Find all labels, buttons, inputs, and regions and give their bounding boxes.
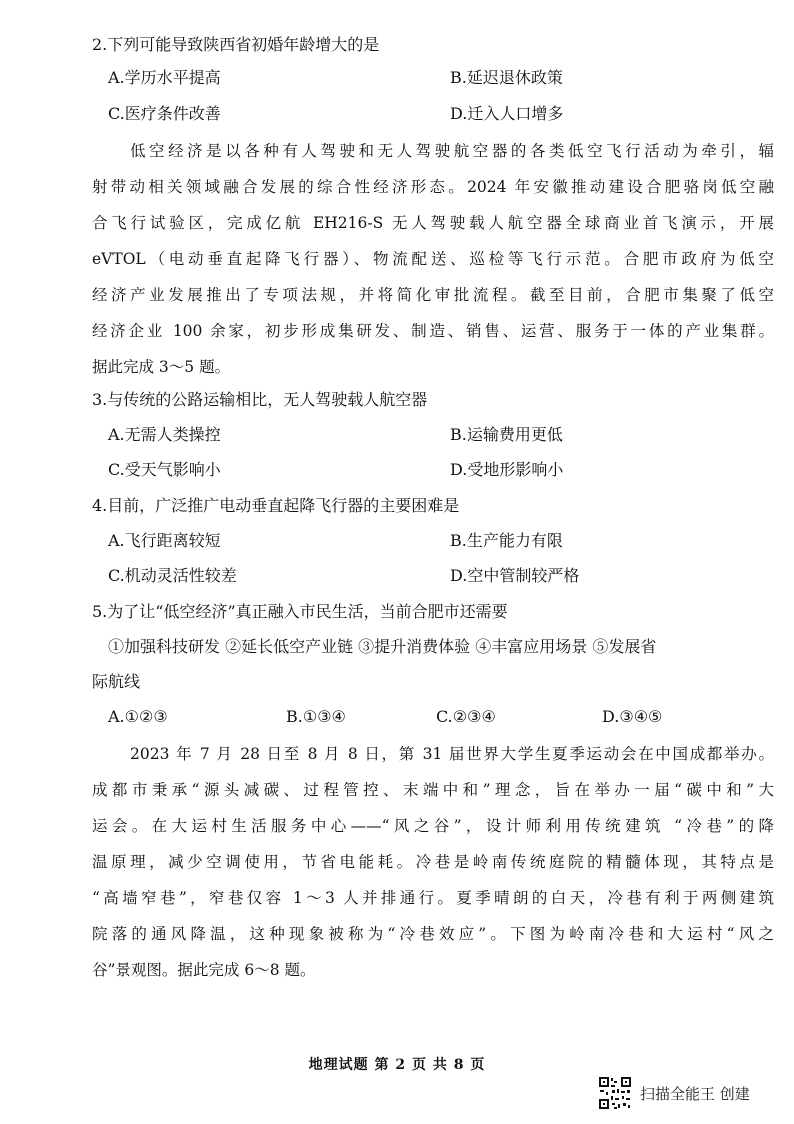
q3-option-b: B.运输费用更低: [450, 425, 563, 444]
q5-items-cont: 际航线: [92, 672, 141, 691]
q5-option-c: C.②③④: [436, 707, 496, 726]
passage2-line: 2023 年 7 月 28 日至 8 月 8 日，第 31 届世界大学生夏季运动会在中国成都举办。: [130, 745, 774, 763]
passage1-line: 经济产业发展推出了专项法规，并将简化审批流程。截至目前，合肥市集聚了低空: [92, 286, 774, 304]
passage2-line: 谷”景观图。据此完成 6～8 题。: [92, 961, 316, 979]
passage1-line: eVTOL（电动垂直起降飞行器）、物流配送、巡检等飞行示范。合肥市政府为低空: [92, 250, 774, 268]
scanner-watermark: [598, 1076, 750, 1110]
watermark-text: 扫描全能王 创建: [640, 1084, 750, 1103]
q2-option-c: C.医疗条件改善: [108, 104, 221, 123]
passage1-line: 射带动相关领域融合发展的综合性经济形态。2024 年安徽推动建设合肥骆岗低空融: [92, 178, 774, 196]
q3-option-a: A.无需人类操控: [108, 425, 221, 444]
passage2-line: 院落的通风降温，这种现象被称为“冷巷效应”。下图为岭南冷巷和大运村“风之: [92, 925, 774, 943]
q5-stem: 5.为了让“低空经济”真正融入市民生活，当前合肥市还需要: [92, 602, 508, 621]
q3-option-d: D.受地形影响小: [450, 460, 564, 479]
q5-option-b: B.①③④: [286, 707, 346, 726]
qr-code-icon: [598, 1076, 632, 1110]
q2-option-a: A.学历水平提高: [108, 68, 221, 87]
page-footer: 地理试题 第 2 页 共 8 页: [308, 1057, 486, 1073]
passage1-line: 低空经济是以各种有人驾驶和无人驾驶航空器的各类低空飞行活动为牵引，辐: [130, 142, 774, 160]
passage1-line: 据此完成 3～5 题。: [92, 358, 231, 376]
q4-option-d: D.空中管制较严格: [450, 566, 580, 585]
q2-option-d: D.迁入人口增多: [450, 104, 564, 123]
q4-stem: 4.目前，广泛推广电动垂直起降飞行器的主要困难是: [92, 496, 460, 515]
passage2-line: 温原理，减少空调使用，节省电能耗。冷巷是岭南传统庭院的精髓体现，其特点是: [92, 853, 774, 871]
q3-stem: 3.与传统的公路运输相比，无人驾驶载人航空器: [92, 390, 428, 409]
passage2-line: “高墙窄巷”，窄巷仅容 1～3 人并排通行。夏季晴朗的白天，冷巷有利于两侧建筑: [92, 889, 774, 907]
q3-option-c: C.受天气影响小: [108, 460, 221, 479]
passage2-line: 成都市秉承“源头减碳、过程管控、末端中和”理念，旨在举办一届“碳中和”大: [92, 781, 774, 799]
passage-low-altitude-economy: [92, 133, 774, 385]
q5-option-a: A.①②③: [108, 707, 168, 726]
q5-items: ①加强科技研发 ②延长低空产业链 ③提升消费体验 ④丰富应用场景 ⑤发展省: [108, 637, 657, 656]
passage2-line: 运会。在大运村生活服务中心——“风之谷”，设计师利用传统建筑 “冷巷”的降: [92, 817, 774, 835]
q2-option-b: B.延迟退休政策: [450, 68, 563, 87]
q5-option-d: D.③④⑤: [602, 707, 663, 726]
passage1-line: 合飞行试验区，完成亿航 EH216-S 无人驾驶载人航空器全球商业首飞演示，开展: [92, 214, 774, 232]
passage1-line: 经济企业 100 余家，初步形成集研发、制造、销售、运营、服务于一体的产业集群。: [92, 322, 774, 340]
q4-option-b: B.生产能力有限: [450, 531, 563, 550]
q4-option-a: A.飞行距离较短: [108, 531, 221, 550]
passage-cold-alley: [92, 736, 774, 988]
q2-stem: 2.下列可能导致陕西省初婚年龄增大的是: [92, 35, 380, 54]
q4-option-c: C.机动灵活性较差: [108, 566, 237, 585]
